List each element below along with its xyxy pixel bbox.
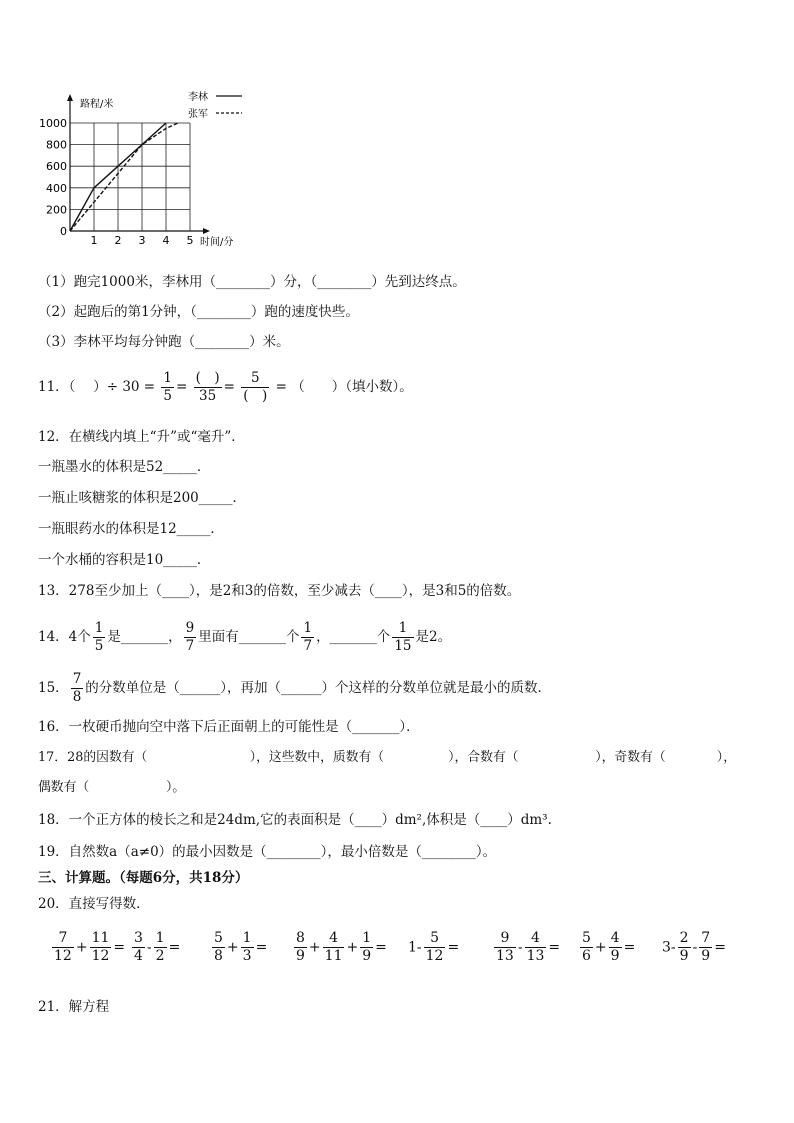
question-11: 11．（ ）÷ 30 = $\frac{1}{5}$ = $\frac{( )}{35}$ = $\frac{5}{( )}$ = （ ）（填小数）。	[38, 370, 413, 404]
y-tick-label: 200	[46, 203, 67, 217]
fraction: $\frac{5}{( )}$	[243, 370, 268, 404]
question-16: 16．一枚硬币抛向空中落下后正面朝上的可能性是（_______）．	[38, 719, 420, 735]
question-15: 15． $\frac{7}{8}$ 的分数单位是（______），再加（______）个这样的分数单位就是最小的质数．	[38, 671, 552, 705]
calc-item-6: $\frac{9}{13}$ - $\frac{4}{13}$ =	[496, 930, 561, 964]
legend	[188, 90, 242, 120]
q12-line1: 一瓶墨水的体积是52_____．	[38, 459, 211, 475]
y-tick-label: 400	[46, 181, 67, 195]
q17-line1: 17．28的因数有（ ），这些数中，质数有（ ），合数有（ ），奇数有（ ），	[38, 750, 736, 765]
section-3-heading: 三、计算题。（每题6分，共18分）	[38, 870, 249, 886]
chart-grid	[70, 123, 190, 231]
question-18: 18．一个正方体的棱长之和是24dm,它的表面积是（____）dm²,体积是（____）dm³.	[38, 812, 552, 828]
q17-line2: 偶数有（ ）。	[38, 780, 186, 795]
question-14: 14．4个 $\frac{1}{5}$ 是_______， $\frac{9}{7}$ 里面有_______个 $\frac{1}{7}$ ，_______个 $\frac{1}{15}$ 是2。	[38, 620, 452, 654]
y-tick-label: 800	[46, 138, 67, 152]
legend-name-zhangjun: 张军	[188, 109, 208, 120]
legend-name-lilin: 李林	[188, 92, 208, 103]
fraction: $\frac{( )}{35}$	[195, 370, 220, 404]
x-tick-label: 3	[138, 234, 146, 247]
calc-item-5: 1- $\frac{5}{12}$ =	[408, 930, 460, 964]
calc-item-3: $\frac{5}{8}$ + $\frac{1}{3}$ =	[214, 930, 268, 964]
y-tick-label: 0	[60, 225, 67, 238]
question-13: 13．278至少加上（____），是2和3的倍数，至少减去（____），是3和5的倍数。	[38, 583, 521, 599]
x-axis-label: 时间/分	[200, 237, 234, 248]
distance-time-chart	[30, 88, 270, 253]
question-21: 21．解方程	[38, 999, 110, 1015]
y-tick-label: 1000	[39, 117, 67, 130]
calc-item-8: 3- $\frac{2}{9}$ - $\frac{7}{9}$ =	[662, 930, 726, 964]
calc-item-4: $\frac{8}{9}$ + $\frac{4}{11}$ + $\frac{1}{9}$ =	[296, 930, 387, 964]
x-tick-label: 5	[186, 234, 194, 247]
q12-title: 12．在横线内填上“升”或“毫升”．	[38, 429, 245, 445]
question-20: 20．直接写得数．	[38, 896, 150, 912]
calc-item-7: $\frac{5}{6}$ + $\frac{4}{9}$ =	[582, 930, 636, 964]
y-axis-label: 路程/米	[80, 99, 114, 110]
y-axis-arrow	[67, 94, 73, 101]
q10-part3: （3）李林平均每分钟跑（________）米。	[38, 334, 290, 350]
calc-item-1: $\frac{7}{12}$ + $\frac{11}{12}$ =	[54, 930, 126, 964]
x-axis-arrow	[203, 228, 210, 234]
q10-part1: （1）跑完1000米，李林用（________）分，（________）先到达终点。	[38, 274, 466, 290]
question-19: 19．自然数a（a≠0）的最小因数是（________），最小倍数是（________）。	[38, 844, 497, 860]
x-tick-label: 2	[114, 234, 122, 247]
x-tick-label: 4	[162, 234, 170, 247]
q12-line3: 一瓶眼药水的体积是12_____．	[38, 521, 224, 537]
q12-line4: 一个水桶的容积是10_____．	[38, 552, 211, 568]
x-tick-label: 1	[90, 234, 98, 247]
series-line-zhangjun	[70, 123, 178, 231]
y-tick-label: 600	[46, 160, 67, 174]
q10-part2: （2）起跑后的第1分钟，（________）跑的速度快些。	[38, 304, 359, 320]
fraction: $\frac{1}{5}$	[163, 370, 172, 404]
calc-item-2: $\frac{3}{4}$ - $\frac{1}{2}$ =	[134, 930, 181, 964]
q12-line2: 一瓶止咳糖浆的体积是200_____．	[38, 490, 247, 506]
